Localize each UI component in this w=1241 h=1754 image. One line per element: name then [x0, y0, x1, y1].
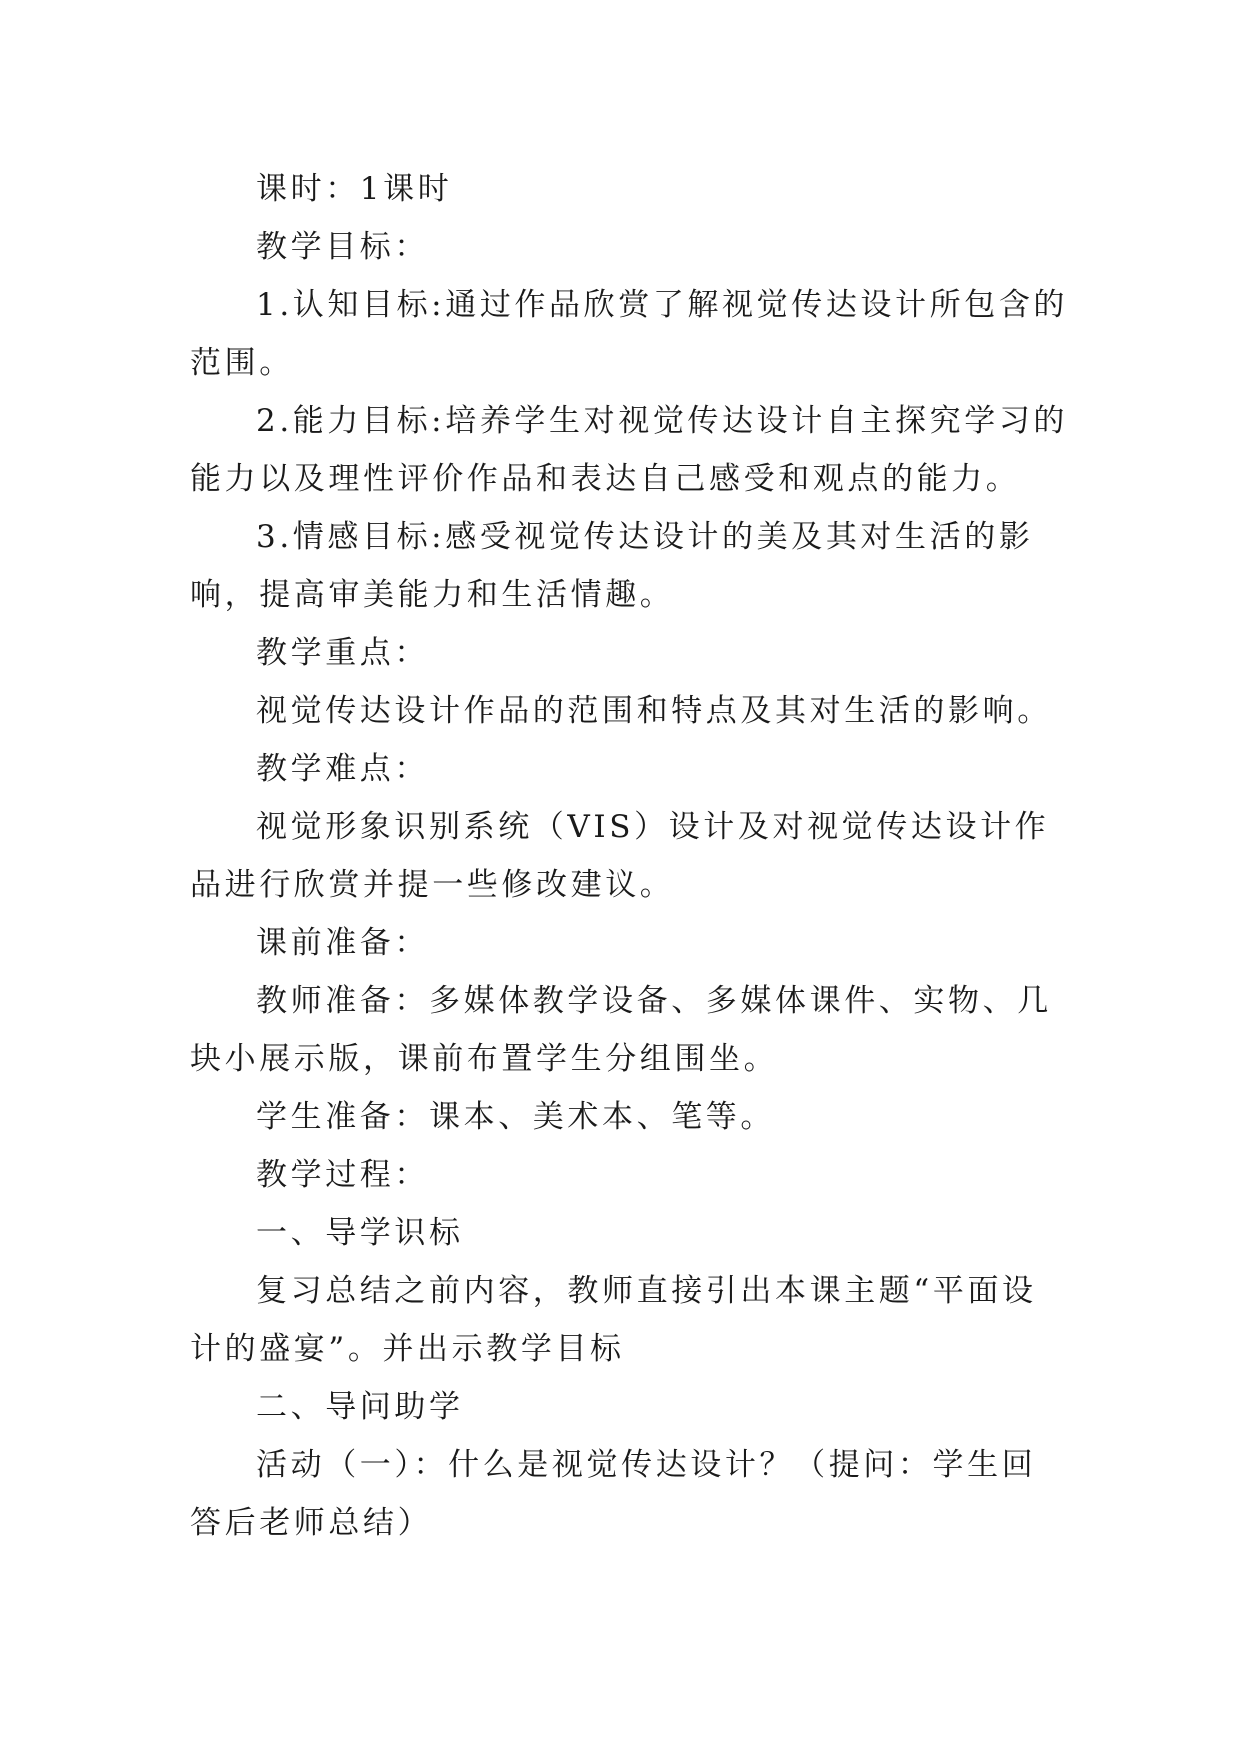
difficulties-heading: 教学难点：	[256, 751, 429, 787]
section-two-heading: 二、导问助学	[256, 1389, 464, 1425]
class-hours-line: 课时：1课时	[256, 171, 453, 207]
ability-goal-paragraph: 2.能力目标:培养学生对视觉传达设计自主探究学习的能力以及理性评价作品和表达自己感受和观点的能力。	[190, 403, 1069, 497]
difficulties-paragraph: 视觉形象识别系统（VIS）设计及对视觉传达设计作品进行欣赏并提一些修改建议。	[190, 809, 1050, 903]
teaching-goals-heading: 教学目标：	[256, 229, 429, 265]
key-points-paragraph: 视觉传达设计作品的范围和特点及其对生活的影响。	[256, 693, 1052, 729]
teacher-preparation-paragraph: 教师准备：多媒体教学设备、多媒体课件、实物、几块小展示版，课前布置学生分组围坐。	[190, 983, 1052, 1077]
emotional-goal-paragraph: 3.情感目标:感受视觉传达设计的美及其对生活的影响，提高审美能力和生活情趣。	[190, 519, 1034, 613]
student-preparation-paragraph: 学生准备：课本、美术本、笔等。	[256, 1099, 775, 1135]
teaching-process-heading: 教学过程：	[256, 1157, 429, 1193]
cognitive-goal-paragraph: 1.认知目标:通过作品欣赏了解视觉传达设计所包含的范围。	[190, 287, 1069, 381]
key-points-heading: 教学重点：	[256, 635, 429, 671]
document-body	[190, 160, 1070, 1552]
activity-one-paragraph: 活动（一）：什么是视觉传达设计？（提问：学生回答后老师总结）	[190, 1447, 1037, 1541]
review-paragraph: 复习总结之前内容，教师直接引出本课主题“平面设计的盛宴”。并出示教学目标	[190, 1273, 1037, 1367]
section-one-heading: 一、导学识标	[256, 1215, 464, 1251]
preparation-heading: 课前准备：	[256, 925, 429, 961]
